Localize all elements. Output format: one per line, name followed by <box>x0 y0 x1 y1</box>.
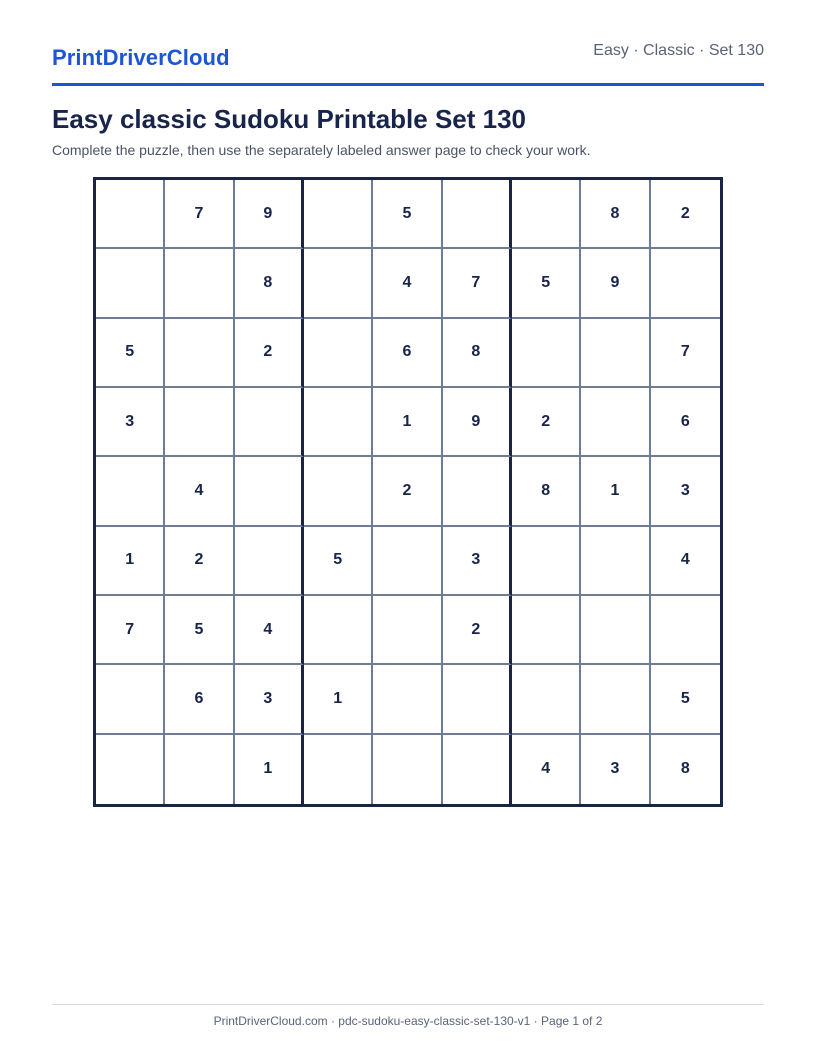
sudoku-cell-r8-c2[interactable]: 6 <box>165 665 234 734</box>
sudoku-cell-r9-c1[interactable] <box>96 735 165 804</box>
sudoku-cell-r7-c8[interactable] <box>581 596 650 665</box>
sudoku-cell-r8-c1[interactable] <box>96 665 165 734</box>
sudoku-cell-r4-c6[interactable]: 9 <box>443 388 512 457</box>
sudoku-cell-r6-c3[interactable] <box>235 527 304 596</box>
sudoku-grid <box>96 180 720 804</box>
sudoku-cell-r5-c7[interactable]: 8 <box>512 457 581 526</box>
sudoku-cell-r5-c4[interactable] <box>304 457 373 526</box>
sudoku-cell-r2-c7[interactable]: 5 <box>512 249 581 318</box>
sudoku-cell-r3-c4[interactable] <box>304 319 373 388</box>
page-title: Easy classic Sudoku Printable Set 130 <box>52 104 527 134</box>
sudoku-cell-r9-c2[interactable] <box>165 735 234 804</box>
sudoku-cell-r6-c7[interactable] <box>512 527 581 596</box>
sudoku-cell-r4-c8[interactable] <box>581 388 650 457</box>
sudoku-cell-r7-c7[interactable] <box>512 596 581 665</box>
sudoku-cell-r9-c3[interactable]: 1 <box>235 735 304 804</box>
sudoku-cell-r6-c9[interactable]: 4 <box>651 527 720 596</box>
sudoku-cell-r6-c2[interactable]: 2 <box>165 527 234 596</box>
sudoku-cell-r8-c9[interactable]: 5 <box>651 665 720 734</box>
sudoku-cell-r9-c7[interactable]: 4 <box>512 735 581 804</box>
sudoku-cell-r5-c2[interactable]: 4 <box>165 457 234 526</box>
sudoku-cell-r4-c3[interactable] <box>235 388 304 457</box>
sudoku-cell-r5-c6[interactable] <box>443 457 512 526</box>
sudoku-cell-r7-c5[interactable] <box>373 596 442 665</box>
sudoku-cell-r3-c9[interactable]: 7 <box>651 319 720 388</box>
sudoku-cell-r2-c8[interactable]: 9 <box>581 249 650 318</box>
sudoku-cell-r2-c1[interactable] <box>96 249 165 318</box>
sudoku-cell-r3-c2[interactable] <box>165 319 234 388</box>
sudoku-cell-r7-c4[interactable] <box>304 596 373 665</box>
sudoku-cell-r7-c6[interactable]: 2 <box>443 596 512 665</box>
sudoku-cell-r5-c1[interactable] <box>96 457 165 526</box>
sudoku-cell-r5-c3[interactable] <box>235 457 304 526</box>
sudoku-cell-r2-c6[interactable]: 7 <box>443 249 512 318</box>
sudoku-cell-r1-c3[interactable]: 9 <box>235 180 304 249</box>
sudoku-cell-r4-c9[interactable]: 6 <box>651 388 720 457</box>
sudoku-cell-r8-c3[interactable]: 3 <box>235 665 304 734</box>
sudoku-cell-r1-c7[interactable] <box>512 180 581 249</box>
sudoku-cell-r6-c8[interactable] <box>581 527 650 596</box>
sudoku-cell-r8-c6[interactable] <box>443 665 512 734</box>
sudoku-cell-r8-c4[interactable]: 1 <box>304 665 373 734</box>
sudoku-cell-r3-c7[interactable] <box>512 319 581 388</box>
sudoku-cell-r5-c5[interactable]: 2 <box>373 457 442 526</box>
sudoku-cell-r3-c6[interactable]: 8 <box>443 319 512 388</box>
sudoku-cell-r9-c8[interactable]: 3 <box>581 735 650 804</box>
sudoku-cell-r3-c1[interactable]: 5 <box>96 319 165 388</box>
sudoku-cell-r2-c4[interactable] <box>304 249 373 318</box>
sudoku-cell-r1-c2[interactable]: 7 <box>165 180 234 249</box>
sudoku-cell-r1-c4[interactable] <box>304 180 373 249</box>
sudoku-cell-r6-c1[interactable]: 1 <box>96 527 165 596</box>
sudoku-cell-r3-c3[interactable]: 2 <box>235 319 304 388</box>
sudoku-cell-r4-c2[interactable] <box>165 388 234 457</box>
sudoku-cell-r7-c3[interactable]: 4 <box>235 596 304 665</box>
sudoku-cell-r3-c8[interactable] <box>581 319 650 388</box>
sudoku-cell-r7-c1[interactable]: 7 <box>96 596 165 665</box>
puzzle-meta: Easy · Classic · Set 130 <box>593 42 764 59</box>
sudoku-cell-r2-c3[interactable]: 8 <box>235 249 304 318</box>
sudoku-cell-r1-c5[interactable]: 5 <box>373 180 442 249</box>
sudoku-cell-r9-c5[interactable] <box>373 735 442 804</box>
sudoku-cell-r9-c4[interactable] <box>304 735 373 804</box>
sudoku-cell-r5-c8[interactable]: 1 <box>581 457 650 526</box>
brand-logo-text[interactable]: PrintDriverCloud <box>52 45 230 70</box>
sudoku-cell-r3-c5[interactable]: 6 <box>373 319 442 388</box>
sudoku-cell-r4-c1[interactable]: 3 <box>96 388 165 457</box>
sudoku-cell-r2-c5[interactable]: 4 <box>373 249 442 318</box>
sudoku-cell-r4-c7[interactable]: 2 <box>512 388 581 457</box>
sudoku-cell-r7-c9[interactable] <box>651 596 720 665</box>
sudoku-cell-r4-c4[interactable] <box>304 388 373 457</box>
sudoku-cell-r8-c7[interactable] <box>512 665 581 734</box>
page-header <box>52 0 764 86</box>
page-footer: PrintDriverCloud.com · pdc-sudoku-easy-classic-set-130-v1 · Page 1 of 2 <box>52 1004 764 1028</box>
sudoku-cell-r6-c5[interactable] <box>373 527 442 596</box>
sudoku-cell-r1-c1[interactable] <box>96 180 165 249</box>
sudoku-cell-r8-c5[interactable] <box>373 665 442 734</box>
sudoku-cell-r2-c9[interactable] <box>651 249 720 318</box>
sudoku-cell-r9-c6[interactable] <box>443 735 512 804</box>
sudoku-cell-r5-c9[interactable]: 3 <box>651 457 720 526</box>
sudoku-cell-r8-c8[interactable] <box>581 665 650 734</box>
sudoku-cell-r1-c6[interactable] <box>443 180 512 249</box>
sudoku-cell-r4-c5[interactable]: 1 <box>373 388 442 457</box>
sudoku-cell-r1-c9[interactable]: 2 <box>651 180 720 249</box>
sudoku-cell-r2-c2[interactable] <box>165 249 234 318</box>
sudoku-cell-r7-c2[interactable]: 5 <box>165 596 234 665</box>
sudoku-cell-r9-c9[interactable]: 8 <box>680 760 690 778</box>
sudoku-cell-r6-c6[interactable]: 3 <box>443 527 512 596</box>
sudoku-cell-r1-c8[interactable]: 8 <box>581 180 650 249</box>
sudoku-cell-r6-c4[interactable]: 5 <box>304 527 373 596</box>
page-subtitle: Complete the puzzle, then use the separately labeled answer page to check your work. <box>52 142 591 158</box>
sudoku-board <box>93 177 723 807</box>
